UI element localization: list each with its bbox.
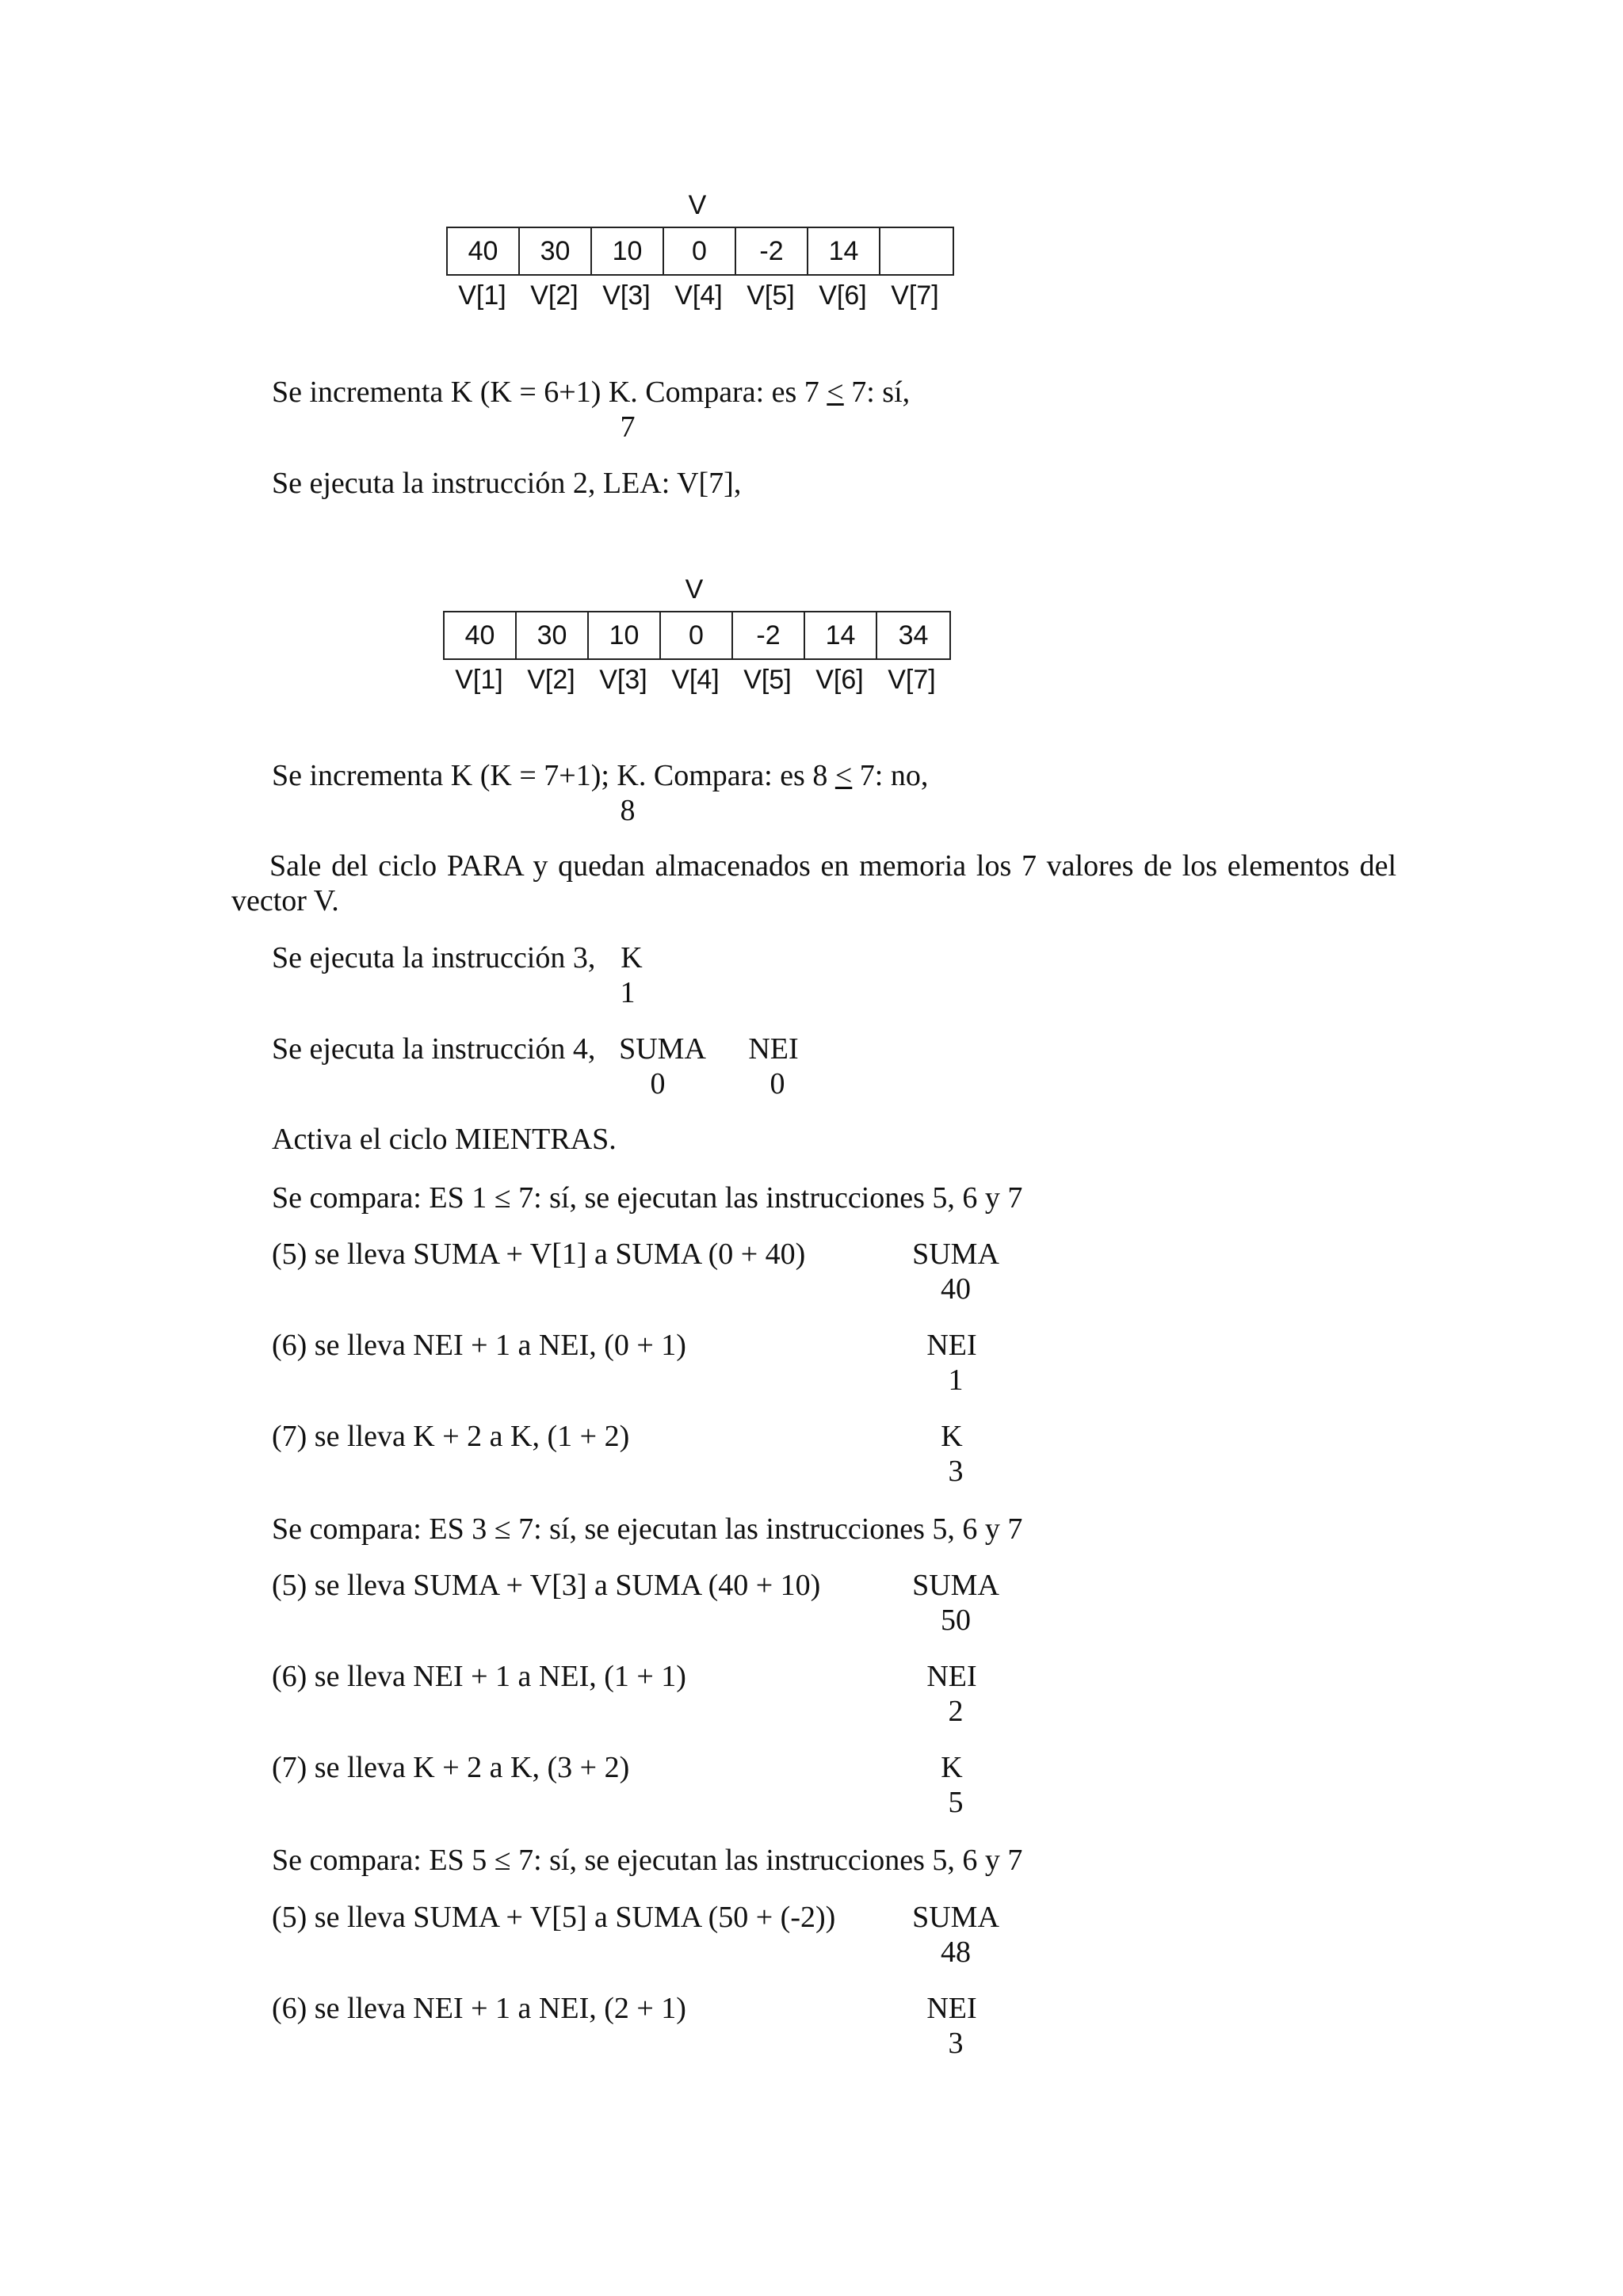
op-var: NEI: [926, 1660, 977, 1693]
instr4-var1: SUMA: [619, 1032, 706, 1066]
compare-line: Se compara: ES 5 ≤ 7: sí, se ejecutan las instrucciones 5, 6 y 7: [272, 1844, 1023, 1877]
vector-cell: 10: [592, 228, 664, 274]
increment-k-text-end: 7: no,: [852, 759, 929, 792]
vector-index: V[4]: [671, 665, 720, 695]
vector-index: V[5]: [743, 665, 792, 695]
increment-k-line: [272, 375, 910, 410]
vector-name: V: [685, 574, 704, 605]
instr3-val: 1: [620, 976, 636, 1009]
vector-cell: 14: [808, 228, 880, 274]
compare-line: Se compara: ES 3 ≤ 7: sí, se ejecutan las instrucciones 5, 6 y 7: [272, 1512, 1023, 1546]
vector-cells: [446, 227, 954, 276]
vector-index: V[4]: [674, 280, 723, 311]
increment-k-text: Se incrementa K (K = 6+1) K. Compara: es 7: [272, 376, 827, 409]
op-var: NEI: [926, 1992, 977, 2025]
instr4-val1: 0: [650, 1067, 666, 1100]
op-text: (5) se lleva SUMA + V[5] a SUMA (50 + (-2)): [272, 1901, 836, 1934]
op-text: (7) se lleva K + 2 a K, (1 + 2): [272, 1420, 630, 1453]
activa-line: Activa el ciclo MIENTRAS.: [272, 1123, 617, 1156]
vector-indices: [443, 665, 948, 696]
lea-line: Se ejecuta la instrucción 2, LEA: V[7],: [272, 467, 742, 500]
vector-name: V: [688, 190, 707, 220]
op-text: (6) se lleva NEI + 1 a NEI, (1 + 1): [272, 1660, 686, 1693]
instr4-var2: NEI: [748, 1032, 799, 1066]
vector-cell: [880, 228, 953, 274]
vector-index: V[1]: [458, 280, 506, 311]
vector-index: V[3]: [599, 665, 647, 695]
vector-cell: -2: [736, 228, 808, 274]
vector-index: V[7]: [888, 665, 936, 695]
instr3-var: K: [621, 941, 643, 974]
increment-k-text: Se incrementa K (K = 7+1); K. Compara: es 8: [272, 759, 835, 792]
op-var: K: [941, 1420, 963, 1453]
vector-cells: [443, 611, 951, 660]
vector-index: V[1]: [455, 665, 503, 695]
op-var: K: [941, 1751, 963, 1784]
op-text: (5) se lleva SUMA + V[3] a SUMA (40 + 10): [272, 1569, 821, 1602]
op-text: (7) se lleva K + 2 a K, (3 + 2): [272, 1751, 630, 1784]
le-symbol: <: [834, 759, 853, 792]
vector-cell: 30: [520, 228, 592, 274]
vector-cell: 0: [661, 612, 733, 658]
vector-index: V[5]: [747, 280, 795, 311]
vector-cell: 34: [898, 620, 929, 650]
paragraph-sale-ciclo: Sale del ciclo PARA y quedan almacenados en memoria los 7 valores de los elementos del vector V.: [231, 849, 1396, 917]
vector-cell: 40: [448, 228, 520, 274]
op-val: 1: [948, 1363, 964, 1397]
op-val: 5: [948, 1786, 964, 1819]
op-var: SUMA: [912, 1569, 999, 1602]
op-val: 3: [948, 2027, 964, 2060]
k-value: 7: [620, 410, 636, 444]
k-value: 8: [620, 794, 636, 827]
op-val: 40: [941, 1272, 971, 1306]
op-var: NEI: [926, 1329, 977, 1362]
vector-cell: 10: [589, 612, 661, 658]
vector-index: V[6]: [815, 665, 864, 695]
increment-k-text-end: 7: sí,: [843, 376, 911, 409]
op-val: 2: [948, 1695, 964, 1728]
vector-indices: [446, 280, 951, 311]
instr4-text: Se ejecuta la instrucción 4,: [272, 1032, 596, 1066]
le-symbol: <: [827, 376, 844, 409]
op-var: SUMA: [912, 1238, 999, 1271]
op-text: (6) se lleva NEI + 1 a NEI, (2 + 1): [272, 1992, 686, 2025]
increment-k-line: [272, 758, 928, 793]
compare-line: Se compara: ES 1 ≤ 7: sí, se ejecutan las instrucciones 5, 6 y 7: [272, 1181, 1023, 1215]
instr4-val2: 0: [769, 1067, 785, 1100]
op-val: 50: [941, 1604, 971, 1637]
op-text: (5) se lleva SUMA + V[1] a SUMA (0 + 40): [272, 1238, 806, 1271]
vector-index: V[2]: [527, 665, 575, 695]
op-val: 48: [941, 1936, 971, 1969]
vector-index: V[7]: [891, 280, 939, 311]
vector-cell: 0: [664, 228, 736, 274]
vector-index: V[2]: [530, 280, 579, 311]
vector-index: V[3]: [602, 280, 651, 311]
op-val: 3: [948, 1455, 964, 1488]
vector-cell: -2: [733, 612, 805, 658]
vector-cell: 40: [445, 612, 517, 658]
vector-index: V[6]: [819, 280, 867, 311]
op-text: (6) se lleva NEI + 1 a NEI, (0 + 1): [272, 1329, 686, 1362]
vector-cell: 14: [805, 612, 877, 658]
op-var: SUMA: [912, 1901, 999, 1934]
vector-cell: 30: [517, 612, 589, 658]
instr3-text: Se ejecuta la instrucción 3,: [272, 941, 596, 974]
